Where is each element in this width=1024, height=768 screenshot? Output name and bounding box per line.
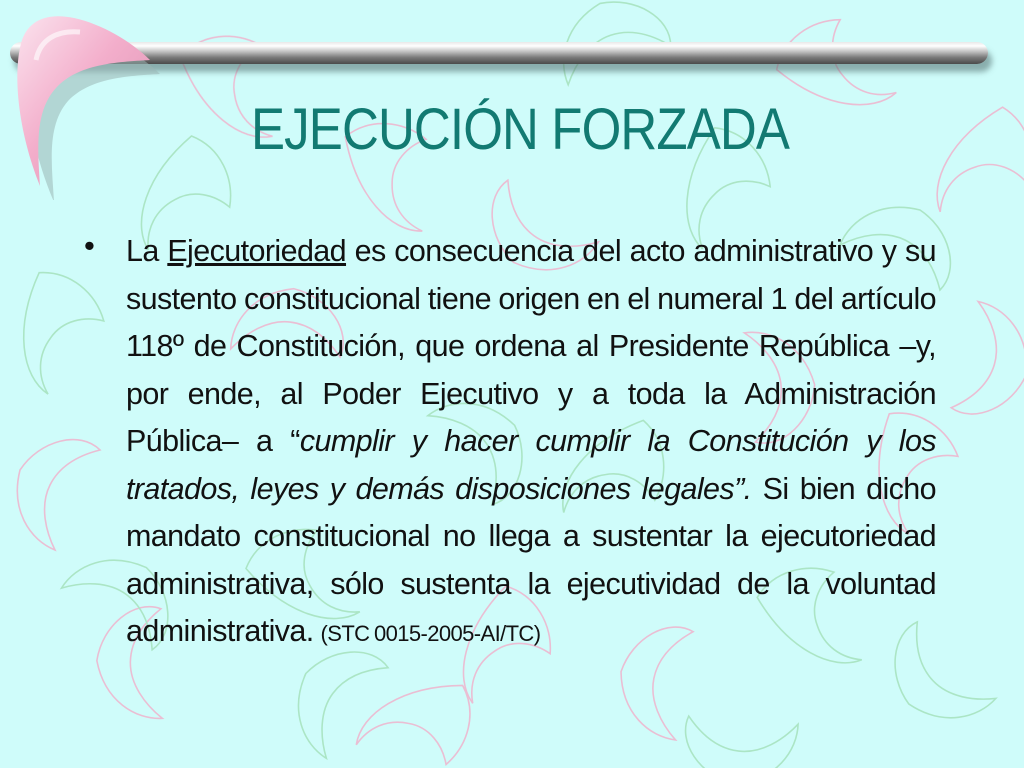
slide-title: EJECUCIÓN FORZADA: [250, 97, 790, 162]
text-segment: La: [126, 234, 168, 268]
bullet: •: [84, 228, 95, 263]
underlined-term: Ejecutoriedad: [167, 234, 347, 268]
content-body: [84, 228, 944, 658]
citation: (STC 0015-2005-AI/TC): [320, 621, 541, 646]
italic-quote: cumplir y hacer cumplir la Constitución y los tratados, leyes y demás disposiciones legales”.: [126, 424, 936, 506]
text-segment: es consecuencia del acto administrativo y su sustento constitucional tiene origen en el numeral 1 del artículo 118º de Constitución, que ordena al Presidente República –y, por ende, al Poder Ejecutivo y a toda la Administración Pública– a “: [126, 234, 936, 458]
text-segment: Si bien dicho mandato constitucional no llega a sustentar la ejecutoriedad administrativa, sólo sustenta la ejecutividad de la voluntad administrativa.: [126, 471, 936, 648]
bullet-paragraph: [126, 228, 936, 658]
